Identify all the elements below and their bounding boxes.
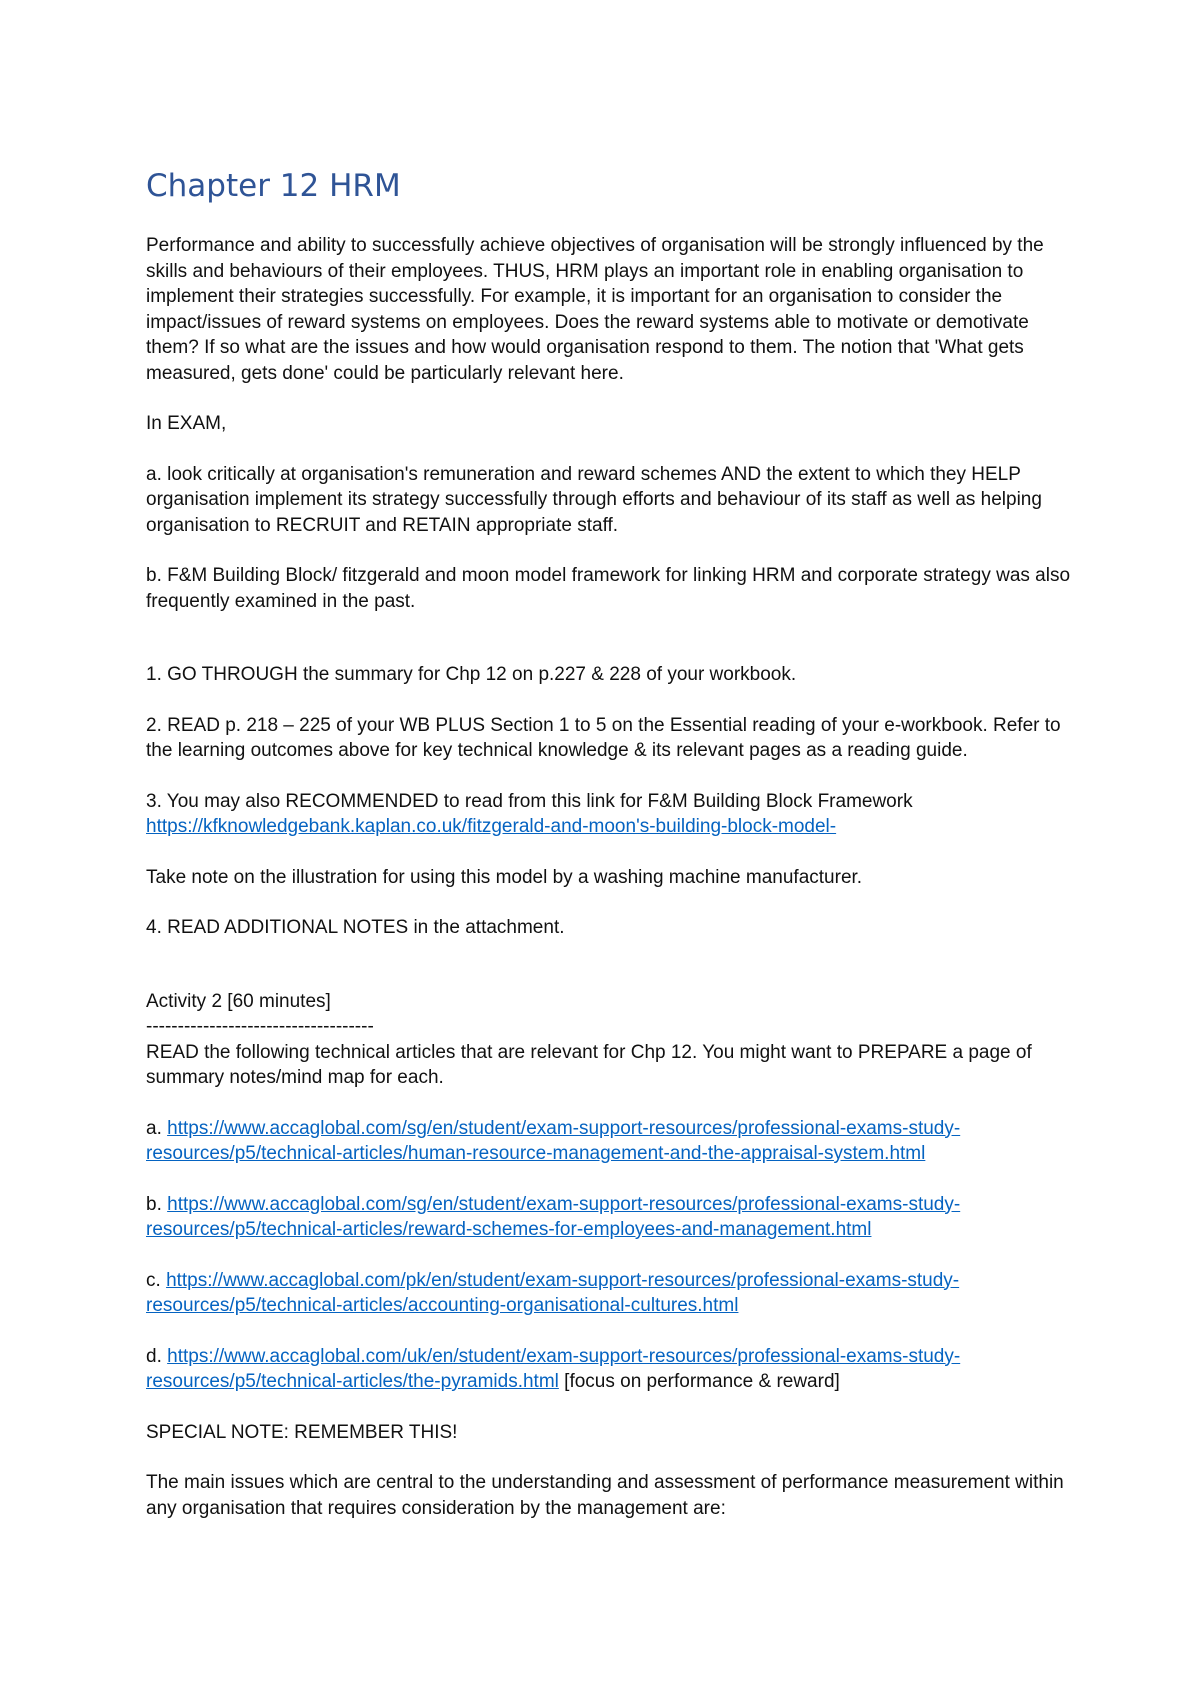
exam-point-a: a. look critically at organisation's remuneration and reward schemes AND the extent to which they HELP organisation implement its strategy successfully through efforts and behaviour of its staff as well as helping organisation to RECRUIT and RETAIN appropriate staff. [146,463,1042,536]
activity-title: Activity 2 [60 minutes] [146,990,331,1012]
article-b-prefix: b. [146,1193,168,1215]
intro-paragraph: Performance and ability to successfully achieve objectives of organisation will be strongly influenced by the skills and behaviours of their employees. THUS, HRM plays an important role in enabling organisation to implement their strategies successfully. For example, it is important for an organisation to consider the impact/issues of reward systems on employees. Does the reward systems able to motivate or demotivate them? If so what are the issues and how would organisation respond to them. The notion that 'What gets measured, gets done' could be particularly relevant here. [146,235,1044,384]
step-1: 1. GO THROUGH the summary for Chp 12 on p.227 & 228 of your workbook. [146,664,797,685]
article-c-prefix: c. [146,1269,167,1291]
step-2: 2. READ p. 218 – 225 of your WB PLUS Section 1 to 5 on the Essential reading of your e-workbook. Refer to the learning outcomes above for key technical knowledge & its relevant pages as a reading guide. [146,714,1061,761]
article-c-link[interactable]: https://www.accaglobal.com/pk/en/student/exam-support-resources/professional-exams-study-resources/p5/technical-articles/accounting-organisational-cultures.html [146,1269,960,1316]
take-note: Take note on the illustration for using this model by a washing machine manufacturer. [146,866,863,888]
article-d-link[interactable]: https://www.accaglobal.com/uk/en/student/exam-support-resources/professional-exams-study-resources/p5/technical-articles/the-pyramids.html [146,1345,961,1392]
step-4: 4. READ ADDITIONAL NOTES in the attachment. [146,917,565,938]
activity-block [146,989,1076,1091]
in-exam-heading: In EXAM, [146,413,227,434]
article-b-link[interactable]: https://www.accaglobal.com/sg/en/student/exam-support-resources/professional-exams-study-resources/p5/technical-articles/reward-schemes-for-employees-and-management.html [146,1193,961,1240]
article-d [146,1344,1076,1395]
article-b [146,1192,1076,1243]
article-d-suffix: [focus on performance & reward] [558,1371,840,1392]
article-c [146,1268,1076,1319]
fm-building-block-link[interactable]: https://kfknowledgebank.kaplan.co.uk/fitzgerald-and-moon's-building-block-model- [146,816,837,837]
activity-text: READ the following technical articles that are relevant for Chp 12. You might want to PREPARE a page of summary notes/mind map for each. [146,1041,1032,1088]
article-a [146,1116,1076,1167]
page-title: Chapter 12 HRM [146,168,401,204]
activity-divider: ------------------------------------ [146,1016,374,1037]
step-3 [146,789,1076,840]
article-a-prefix: a. [146,1117,168,1139]
step-3-text: 3. You may also RECOMMENDED to read from this link for F&M Building Block Framework [146,790,913,812]
exam-point-b: b. F&M Building Block/ fitzgerald and moon model framework for linking HRM and corporate strategy was also frequently examined in the past. [146,565,1071,612]
special-note: SPECIAL NOTE: REMEMBER THIS! [146,1421,458,1443]
main-issues: The main issues which are central to the understanding and assessment of performance measurement within any organisation that requires consideration by the management are: [146,1472,1064,1519]
document-body [146,166,1076,1546]
article-a-link[interactable]: https://www.accaglobal.com/sg/en/student/exam-support-resources/professional-exams-study-resources/p5/technical-articles/human-resource-management-and-the-appraisal-system.html [146,1117,961,1164]
article-d-prefix: d. [146,1345,168,1367]
